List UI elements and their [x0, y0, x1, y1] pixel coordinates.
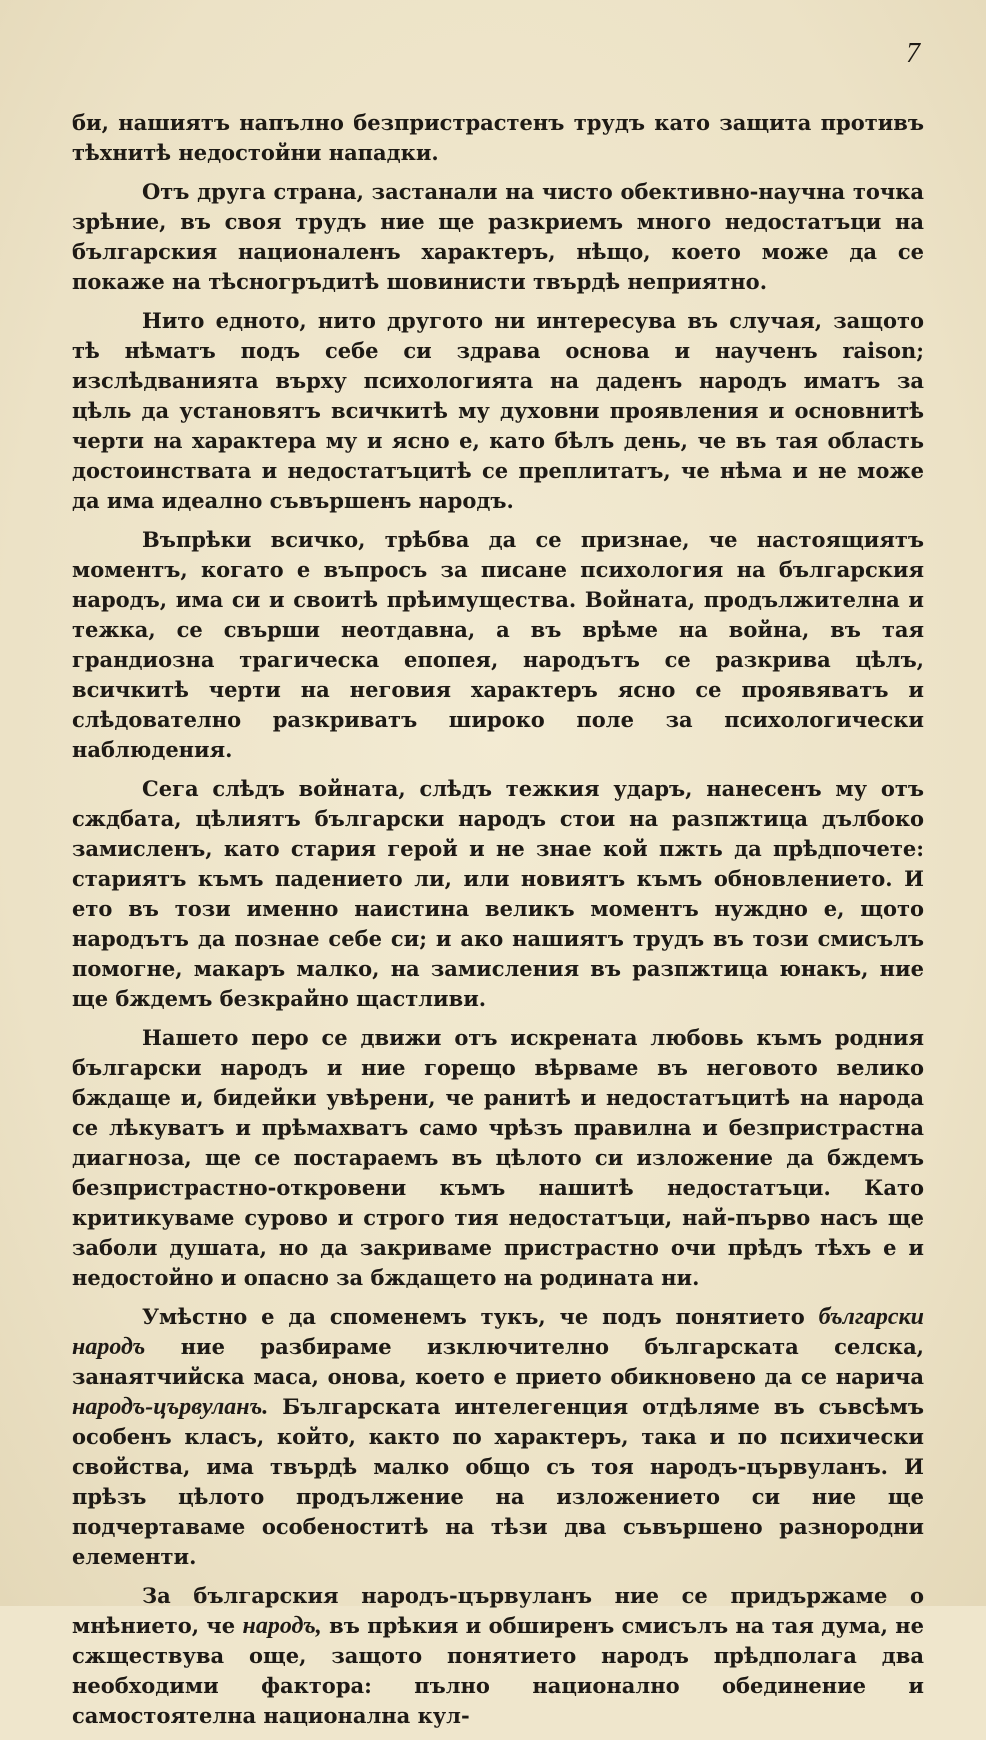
- paragraph-text: Българската интелегенция отдѣляме въ съвсѣмъ особенъ класъ, който, както по характеръ, така и по психически свойства, има твърдѣ малко общо съ тоя народъ-цървуланъ. И прѣзъ цѣлото продължение на изложението си ние ще подчертаваме особеноститѣ на тѣзи два съвършено разнородни елементи.: [72, 1394, 924, 1569]
- body-text: [72, 108, 924, 1740]
- page-number: 7: [906, 38, 920, 69]
- paragraph: [72, 774, 924, 1014]
- paragraph-text: въ прѣкия и обширенъ смисълъ на тая дума, не сжществува още, защото понятието народъ прѣдполага два необходими фактора: пълно национално обединение и самостоятелна национална кул-: [72, 1613, 924, 1728]
- paragraph-continued: [72, 108, 924, 168]
- paragraph-text: Отъ друга страна, застанали на чисто обективно-научна точка зрѣние, въ своя трудъ ние ще разкриемъ много недостатъци на българския националенъ характеръ, нѣщо, което може да се покаже на тѣсногръдитѣ шовинисти твърдѣ неприятно.: [72, 179, 924, 294]
- paragraph-text: Умѣстно е да споменемъ тукъ, че подъ понятието: [142, 1304, 819, 1329]
- paragraph-text: Нито едното, нито другото ни интересува въ случая, защото тѣ нѣматъ подъ себе си здрава основа и наученъ raison; изслѣдванията върху психологията на даденъ народъ иматъ за цѣль да установятъ всичкитѣ му духовни проявления и основнитѣ черти на характера му и ясно е, като бѣлъ день, че въ тая область достоинствата и недостатъцитѣ се преплитатъ, че нѣма и не може да има идеално съвършенъ народъ.: [72, 308, 924, 513]
- emphasized-term: български народъ: [72, 1304, 924, 1360]
- paragraph-text: Въпрѣки всичко, трѣбва да се признае, че настоящиятъ моментъ, когато е въпросъ за писане психология на българския народъ, има си и своитѣ прѣимущества. Войната, продължителна и тежка, се свърши неотдавна, а въ врѣме на война, въ тая грандиозна трагическа епопея, народътъ се разкрива цѣлъ, всичкитѣ черти на неговия характеръ ясно се проявяватъ и слѣдователно разкриватъ широко поле за психологически наблюдения.: [72, 527, 924, 762]
- paragraph-text: Нашето перо се движи отъ искрената любовь къмъ родния български народъ и ние горещо вѣрваме въ неговото велико бждаще и, бидейки увѣрени, че ранитѣ и недостатъцитѣ на народа се лѣкуватъ и прѣмахватъ само чрѣзъ правилна и безпристрастна диагноза, ще се постараемъ въ цѣлото си изложение да бждемъ безпристрастно-откровени къмъ нашитѣ недостатъци. Като критикуваме сурово и строго тия недостатъци, най-първо насъ ще заболи душата, но да закриваме пристрастно очи прѣдъ тѣхъ е и недостойно и опасно за бждащето на родината ни.: [72, 1025, 924, 1290]
- emphasized-term: народъ-цървуланъ.: [72, 1394, 269, 1420]
- paragraph-text: ние разбираме изключително българската селска, занаятчийска маса, онова, което е прието обикновено да се нарича: [72, 1334, 924, 1389]
- paragraph: [72, 525, 924, 765]
- paragraph-text: Сега слѣдъ войната, слѣдъ тежкия ударъ, нанесенъ му отъ сждбата, цѣлиятъ български народъ стои на разпжтица дълбоко замисленъ, като стария герой и не знае кой пжть да прѣдпочете: стариятъ къмъ падението ли, или новиятъ къмъ обновлението. И ето въ този именно наистина великъ моментъ нуждно е, щото народътъ да познае себе си; и ако нашиятъ трудъ въ този смисълъ помогне, макаръ малко, на замисления въ разпжтица юнакъ, ние ще бждемъ безкрайно щастливи.: [72, 776, 924, 1011]
- paragraph: [72, 1302, 924, 1572]
- paragraph: [72, 1023, 924, 1293]
- paragraph: [72, 177, 924, 297]
- paragraph: [72, 1581, 924, 1731]
- paragraph-text: За българския народъ-цървуланъ ние се придържаме о мнѣнието, че: [72, 1583, 924, 1638]
- paragraph: [72, 306, 924, 516]
- emphasized-term: народъ,: [242, 1613, 322, 1639]
- paragraph-text: би, нашиятъ напълно безпристрастенъ трудъ като защита противъ тѣхнитѣ недостойни нападки.: [72, 110, 924, 165]
